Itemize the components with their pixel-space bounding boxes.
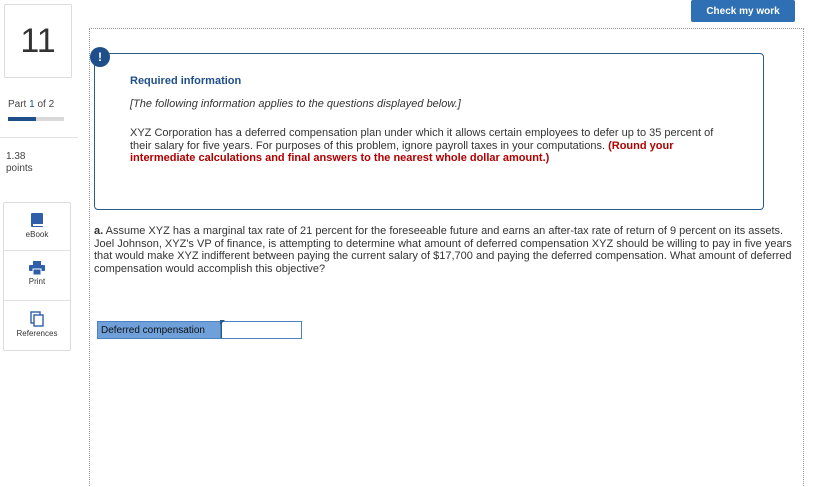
points-value: 1.38 — [6, 151, 26, 162]
part-progress-bar — [8, 117, 64, 121]
question-number-box — [4, 4, 72, 78]
points-label: points — [6, 163, 33, 174]
tool-panel — [3, 202, 71, 351]
answer-label: Deferred compensation — [97, 321, 221, 339]
answer-row — [97, 321, 302, 339]
part-indicator — [8, 99, 54, 110]
part-prefix: Part — [8, 99, 27, 110]
alert-icon: ! — [90, 47, 110, 67]
print-button[interactable] — [4, 261, 70, 310]
info-body-text: XYZ Corporation has a deferred compensation plan under which it allows certain employees to defer up to 35 percent of their salary for five years. For purposes of this problem, ignore payroll taxes in your computations. — [130, 127, 714, 152]
question-part-label: a. — [94, 225, 104, 237]
check-my-work-button[interactable]: Check my work — [691, 0, 795, 22]
references-label: References — [16, 329, 58, 338]
question-number: 11 — [20, 21, 56, 60]
required-info-title: Required information — [130, 75, 242, 87]
tool-separator — [4, 300, 70, 301]
tool-separator — [4, 250, 70, 251]
required-info-note: [The following information applies to the questions displayed below.] — [130, 98, 461, 110]
deferred-compensation-input[interactable] — [221, 321, 302, 339]
ebook-label: eBook — [25, 230, 49, 239]
sidebar-divider — [0, 137, 78, 138]
references-button[interactable] — [4, 311, 70, 360]
ebook-button[interactable] — [4, 212, 70, 261]
question-text — [94, 225, 800, 275]
points-display — [6, 151, 33, 175]
required-info-body — [130, 127, 730, 165]
references-icon — [30, 311, 44, 327]
printer-icon — [29, 261, 45, 275]
question-body: Assume XYZ has a marginal tax rate of 21 percent for the foreseeable future and earns an after-tax rate of return of 9 percent on its assets. Joel Johnson, XYZ's VP of finance, is attempting to determine what amount of deferred compensation XYZ should be willing to pay in five years that would make XYZ indifferent between paying the current salary of $17,700 and paying the deferred compensation. What amount of deferred compensation would accomplish this objective? — [94, 225, 792, 275]
part-progress-fill — [8, 117, 36, 121]
part-current: 1 — [29, 99, 35, 110]
rounding-instruction: (Round your intermediate calculations and final answers to the nearest whole dollar amount.) — [130, 139, 674, 164]
book-icon — [30, 212, 44, 228]
print-label: Print — [28, 277, 46, 286]
input-corner-marker — [220, 320, 225, 325]
part-suffix: of 2 — [37, 99, 55, 110]
